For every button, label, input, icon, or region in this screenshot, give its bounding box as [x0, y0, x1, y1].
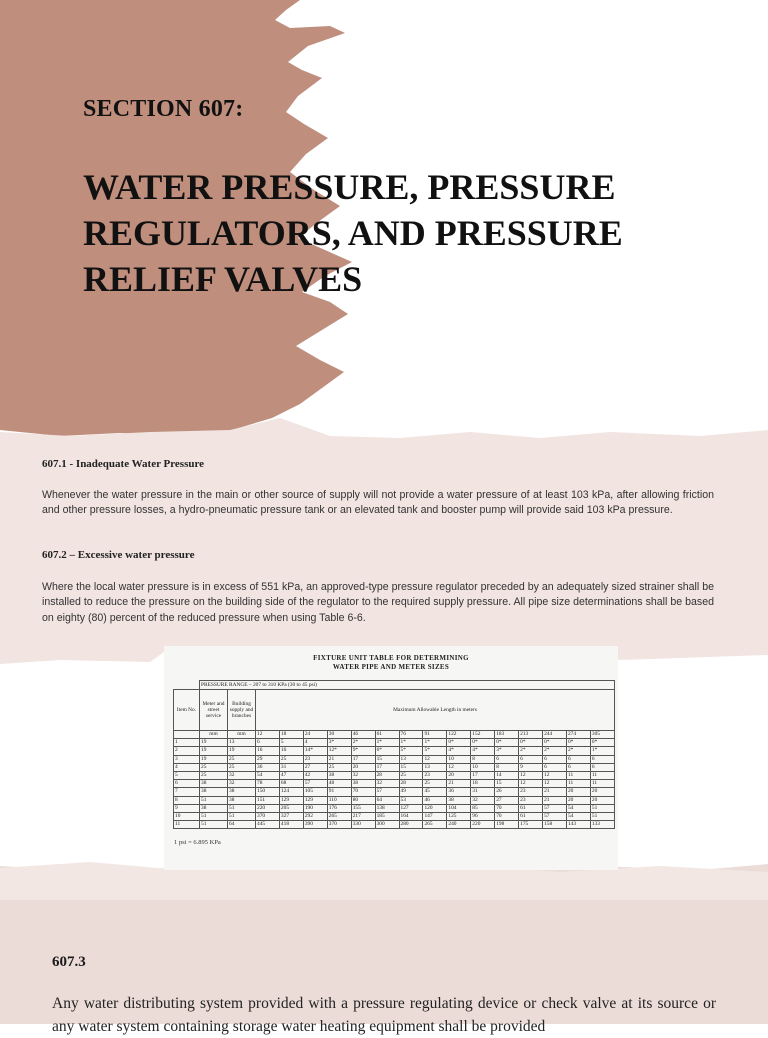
building-supply-header: Building supply and branches	[228, 690, 256, 731]
table-cell: 36	[256, 763, 280, 771]
table-cell: 5*	[423, 747, 447, 755]
table-cell: 158	[543, 821, 567, 829]
table-cell: 198	[495, 821, 519, 829]
table-cell: 26	[495, 788, 519, 796]
table-cell: 265	[423, 821, 447, 829]
table-cell: 9	[174, 804, 200, 812]
table-cell: 38	[200, 804, 228, 812]
table-cell: 32	[351, 771, 375, 779]
table-cell: 11	[174, 821, 200, 829]
length-header-cell: 61	[375, 731, 399, 739]
table-cell: 21	[543, 788, 567, 796]
table-cell: 110	[327, 796, 351, 804]
table-cell: 31	[471, 788, 495, 796]
table-cell: 12	[519, 780, 543, 788]
table-cell: 45	[423, 788, 447, 796]
table-cell: 32	[471, 796, 495, 804]
table-cell: 0*	[447, 739, 471, 747]
table-cell: 57	[303, 780, 327, 788]
table-cell: 25	[399, 771, 423, 779]
table-cell: 4	[303, 739, 327, 747]
meter-unit-cell: mm	[200, 731, 228, 739]
table-cell: 3*	[495, 747, 519, 755]
table-cell: 0*	[519, 739, 543, 747]
table-cell: 32	[228, 780, 256, 788]
table-cell: 3*	[327, 739, 351, 747]
table-cell: 28	[375, 771, 399, 779]
table-cell: 240	[447, 821, 471, 829]
table-cell: 57	[543, 812, 567, 820]
table-cell: 12	[447, 763, 471, 771]
table-cell: 38	[200, 780, 228, 788]
table-cell: 4*	[471, 747, 495, 755]
table-cell: 42	[303, 771, 327, 779]
table-cell: 25	[200, 763, 228, 771]
table-cell: 38	[447, 796, 471, 804]
figure-title-line-2: WATER PIPE AND METER SIZES	[332, 663, 450, 671]
table-cell: 265	[327, 812, 351, 820]
table-cell: 13	[423, 763, 447, 771]
table-cell: 15	[375, 755, 399, 763]
table-cell: 8	[471, 755, 495, 763]
table-row	[174, 804, 615, 812]
length-header-cell: 213	[519, 731, 543, 739]
table-cell: 0*	[566, 739, 590, 747]
page-title	[83, 164, 723, 302]
table-cell: 19	[200, 755, 228, 763]
table-cell: 220	[471, 821, 495, 829]
table-cell: 2	[174, 747, 200, 755]
length-header-cell: 46	[351, 731, 375, 739]
table-cell: 280	[399, 821, 423, 829]
table-cell: 13	[399, 755, 423, 763]
length-header-cell: 305	[590, 731, 614, 739]
meter-service-header: Meter and street service	[200, 690, 228, 731]
table-row	[174, 812, 615, 820]
table-cell: 12	[543, 771, 567, 779]
table-cell: 12*	[327, 747, 351, 755]
table-cell: 20	[566, 796, 590, 804]
table-cell: 5	[279, 739, 303, 747]
table-cell: 51	[228, 812, 256, 820]
pressure-range-header: PRESSURE RANGE – 207 to 310 KPa (30 to 45 psi)	[200, 681, 615, 690]
table-cell: 4*	[447, 747, 471, 755]
table-cell: 129	[279, 796, 303, 804]
fixture-unit-table-figure	[164, 646, 618, 870]
table-cell: 138	[375, 804, 399, 812]
table-cell: 6	[174, 780, 200, 788]
table-cell: 46	[423, 796, 447, 804]
table-cell: 10	[471, 763, 495, 771]
table-cell: 19	[200, 747, 228, 755]
table-cell: 54	[566, 804, 590, 812]
table-cell: 21	[327, 755, 351, 763]
table-cell: 125	[447, 812, 471, 820]
subsection-heading-607-1: 607.1 - Inadequate Water Pressure	[42, 458, 205, 470]
table-cell: 185	[375, 812, 399, 820]
table-cell: 61	[519, 804, 543, 812]
table-cell: 2*	[519, 747, 543, 755]
table-cell: 54	[566, 812, 590, 820]
table-cell: 51	[200, 796, 228, 804]
table-cell: 2*	[351, 739, 375, 747]
table-cell: 1	[174, 739, 200, 747]
table-cell: 5	[174, 771, 200, 779]
table-cell: 25	[423, 780, 447, 788]
table-cell: 8	[174, 796, 200, 804]
table-cell: 53	[399, 796, 423, 804]
subsection-heading-607-3: 607.3	[52, 954, 86, 970]
table-cell: 175	[519, 821, 543, 829]
table-cell: 20	[566, 788, 590, 796]
table-cell: 21	[543, 796, 567, 804]
table-cell: 6	[566, 755, 590, 763]
table-cell: 57	[375, 788, 399, 796]
table-header-row	[174, 690, 615, 731]
table-cell: 105	[303, 788, 327, 796]
table-cell: 190	[303, 804, 327, 812]
table-cell: 38	[228, 788, 256, 796]
table-cell: 1*	[423, 739, 447, 747]
table-row	[174, 755, 615, 763]
table-cell: 11	[566, 771, 590, 779]
length-header-cell: 12	[256, 731, 280, 739]
table-cell: 120	[423, 804, 447, 812]
table-cell: 133	[590, 821, 614, 829]
table-cell: 6	[256, 739, 280, 747]
table-cell: 104	[447, 804, 471, 812]
table-cell: 25	[327, 763, 351, 771]
paragraph-607-2: Where the local water pressure is in excess of 551 kPa, an approved-type pressure regulator preceded by an adequately sized strainer shall be installed to reduce the pressure on the building side of the regulator to the required supply pressure. All pipe size determinations shall be based on eighty (80) percent of the reduced pressure when using Table 6-6.	[42, 581, 714, 624]
table-cell: 38	[351, 780, 375, 788]
table-cell: 20	[590, 796, 614, 804]
table-cell: 300	[375, 821, 399, 829]
table-row	[174, 796, 615, 804]
table-cell: 155	[351, 804, 375, 812]
table-cell: 25	[200, 771, 228, 779]
table-cell: 47	[279, 771, 303, 779]
table-cell: 164	[399, 812, 423, 820]
table-cell: 370	[327, 821, 351, 829]
table-cell: 91	[327, 788, 351, 796]
table-row	[174, 747, 615, 755]
table-cell: 17	[375, 763, 399, 771]
table-cell: 16	[279, 747, 303, 755]
table-cell: 11	[590, 771, 614, 779]
item-no-header: Item No.	[174, 690, 200, 731]
table-cell: 9	[519, 763, 543, 771]
table-cell: 57	[543, 804, 567, 812]
table-cell: 70	[351, 788, 375, 796]
table-corner-cell	[174, 681, 200, 690]
length-header-cell: 152	[471, 731, 495, 739]
table-cell: 390	[303, 821, 327, 829]
table-cell: 327	[279, 812, 303, 820]
fixture-unit-table	[173, 680, 615, 829]
table-cell: 10	[447, 755, 471, 763]
table-cell: 64	[228, 821, 256, 829]
table-cell: 6	[495, 755, 519, 763]
table-cell: 445	[256, 821, 280, 829]
table-cell: 0*	[543, 739, 567, 747]
table-cell: 6	[543, 763, 567, 771]
table-cell: 64	[375, 796, 399, 804]
paragraph-607-1: Whenever the water pressure in the main or other source of supply will not provide a water pressure of at least 103 kPa, after allowing friction and other pressure losses, a hydro-pneumatic pressure tank or an elevated tank and booster pump will provide said 103 kPa pressure.	[42, 489, 714, 517]
table-row	[174, 780, 615, 788]
table-cell: 23	[303, 755, 327, 763]
table-cell: 8	[495, 763, 519, 771]
table-cell: 16	[256, 747, 280, 755]
table-cell: 85	[471, 804, 495, 812]
table-cell: 18	[471, 780, 495, 788]
table-cell: 38	[327, 771, 351, 779]
length-header-cell: 244	[543, 731, 567, 739]
table-cell: 51	[200, 812, 228, 820]
table-cell: 29	[256, 755, 280, 763]
table-cell: 20	[590, 788, 614, 796]
table-cell: 11	[566, 780, 590, 788]
table-cell: 1*	[375, 739, 399, 747]
table-cell: 127	[399, 804, 423, 812]
table-cell: 68	[279, 780, 303, 788]
table-cell: 25	[228, 755, 256, 763]
table-cell: 150	[256, 788, 280, 796]
building-unit-cell: mm	[228, 731, 256, 739]
table-cell: 0*	[495, 739, 519, 747]
table-cell: 32	[375, 780, 399, 788]
table-cell: 23	[423, 771, 447, 779]
table-cell: 6	[590, 755, 614, 763]
table-cell: 292	[303, 812, 327, 820]
title-line-1: WATER PRESSURE, PRESSURE	[83, 167, 616, 207]
table-cell: 6	[543, 755, 567, 763]
table-cell: 38	[228, 796, 256, 804]
length-header-cell: 76	[399, 731, 423, 739]
table-cell: 6	[519, 755, 543, 763]
table-cell: 370	[256, 812, 280, 820]
title-line-3: RELIEF VALVES	[83, 259, 363, 299]
table-cell: 1*	[399, 739, 423, 747]
length-header-cell: 18	[279, 731, 303, 739]
subsection-heading-607-2: 607.2 – Excessive water pressure	[42, 549, 195, 561]
table-cell: 7	[174, 788, 200, 796]
table-cell: 25	[228, 763, 256, 771]
table-cell: 220	[256, 804, 280, 812]
table-cell: 32	[228, 771, 256, 779]
length-header-cell: 274	[566, 731, 590, 739]
table-cell: 13	[228, 739, 256, 747]
table-cell: 31	[279, 763, 303, 771]
table-cell: 96	[471, 812, 495, 820]
paragraph-607-3: Any water distributing system provided with a pressure regulating device or check valve at its source or any water system containing storage water heating equipment shall be provided	[52, 995, 716, 1035]
table-cell: 12	[423, 755, 447, 763]
table-row	[174, 771, 615, 779]
table-cell: 80	[351, 796, 375, 804]
max-length-header: Maximum Allowable Length in meters	[256, 690, 615, 731]
table-cell: 54	[256, 771, 280, 779]
table-cell: 11	[590, 780, 614, 788]
table-cell: 2*	[543, 747, 567, 755]
table-cell: 49	[399, 788, 423, 796]
title-line-2: REGULATORS, AND PRESSURE	[83, 213, 623, 253]
table-cell: 15	[399, 763, 423, 771]
table-cell: 124	[279, 788, 303, 796]
table-cell: 5*	[399, 747, 423, 755]
table-cell: 6	[566, 763, 590, 771]
length-header-cell: 183	[495, 731, 519, 739]
figure-title-line-1: FIXTURE UNIT TABLE FOR DETERMINING	[313, 654, 469, 662]
table-cell: 23	[519, 788, 543, 796]
table-cell: 205	[279, 804, 303, 812]
table-cell: 15	[495, 780, 519, 788]
table-cell: 78	[256, 780, 280, 788]
table-cell: 38	[200, 788, 228, 796]
table-row	[174, 739, 615, 747]
table-cell: 217	[351, 812, 375, 820]
table-cell: 21	[447, 780, 471, 788]
table-row	[174, 763, 615, 771]
table-cell: 3	[174, 755, 200, 763]
table-cell: 20	[351, 763, 375, 771]
table-cell: 70	[495, 812, 519, 820]
table-header-row	[174, 731, 615, 739]
table-cell: 51	[590, 804, 614, 812]
table-cell: 418	[279, 821, 303, 829]
table-cell: 19	[228, 747, 256, 755]
table-cell: 17	[351, 755, 375, 763]
table-cell: 51	[228, 804, 256, 812]
table-cell: 61	[519, 812, 543, 820]
table-cell: 176	[327, 804, 351, 812]
table-cell: 0*	[590, 739, 614, 747]
table-cell: 2*	[566, 747, 590, 755]
table-cell: 27	[495, 796, 519, 804]
length-header-cell: 24	[303, 731, 327, 739]
length-header-cell: 30	[327, 731, 351, 739]
table-cell: 147	[423, 812, 447, 820]
table-row	[174, 821, 615, 829]
table-cell: 19	[200, 739, 228, 747]
table-cell: 28	[399, 780, 423, 788]
table-cell: 25	[279, 755, 303, 763]
figure-footnote: 1 psi = 6.895 KPa	[174, 839, 221, 846]
table-cell: 143	[566, 821, 590, 829]
table-cell: 17	[471, 771, 495, 779]
item-unit-cell	[174, 731, 200, 739]
table-cell: 6*	[375, 747, 399, 755]
table-cell: 0*	[471, 739, 495, 747]
table-cell: 10	[174, 812, 200, 820]
section-label: SECTION 607:	[83, 96, 244, 122]
table-cell: 14*	[303, 747, 327, 755]
table-cell: 27	[303, 763, 327, 771]
table-cell: 23	[519, 796, 543, 804]
table-cell: 36	[447, 788, 471, 796]
table-cell: 12	[543, 780, 567, 788]
table-cell: 48	[327, 780, 351, 788]
table-cell: 129	[303, 796, 327, 804]
table-cell: 14	[495, 771, 519, 779]
table-cell: 151	[256, 796, 280, 804]
table-cell: 6	[590, 763, 614, 771]
length-header-cell: 122	[447, 731, 471, 739]
length-header-cell: 91	[423, 731, 447, 739]
table-header-row	[174, 681, 615, 690]
table-cell: 51	[590, 812, 614, 820]
table-cell: 1*	[590, 747, 614, 755]
table-cell: 70	[495, 804, 519, 812]
table-cell: 4	[174, 763, 200, 771]
table-cell: 20	[447, 771, 471, 779]
table-cell: 51	[200, 821, 228, 829]
table-cell: 9*	[351, 747, 375, 755]
table-cell: 12	[519, 771, 543, 779]
table-row	[174, 788, 615, 796]
table-cell: 330	[351, 821, 375, 829]
